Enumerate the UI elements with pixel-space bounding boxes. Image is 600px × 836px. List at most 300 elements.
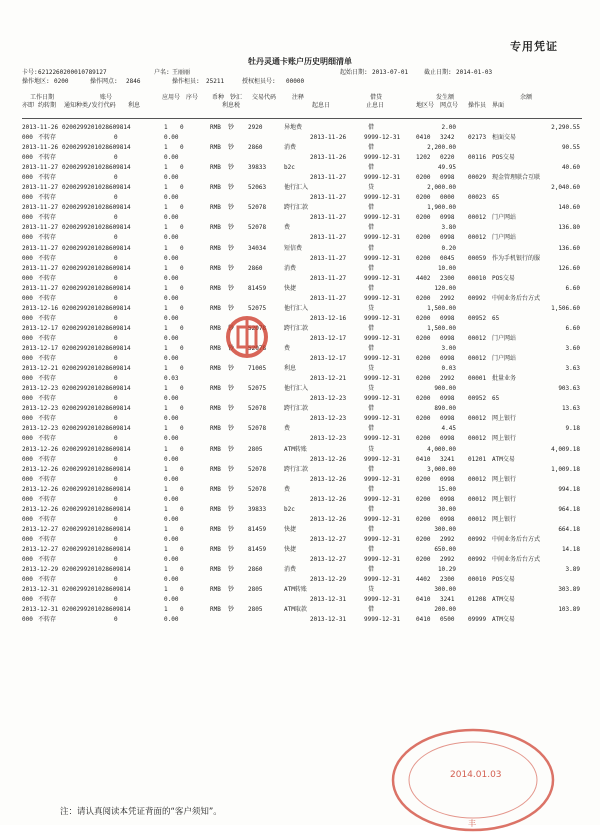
cell-l2c: 0: [114, 535, 118, 543]
cell-ch: 钞: [228, 606, 235, 614]
cell-app: 1: [164, 465, 168, 473]
cell-l2a: 000: [22, 596, 33, 604]
cell-seq: 0: [180, 606, 184, 614]
cell-app: 1: [164, 586, 168, 594]
cell-amount: 4,000.00: [427, 445, 456, 453]
cell-l2b: 不转存: [38, 475, 57, 483]
cell-ch: 钞: [228, 345, 235, 353]
cell-cur: RMB: [210, 224, 221, 232]
cell-ch: 钞: [228, 284, 235, 292]
cell-balance: 2,290.55: [551, 124, 580, 131]
cell-balance: 3.60: [565, 345, 580, 353]
cell-op: 00012: [468, 435, 487, 443]
cell-l2a: 000: [22, 254, 33, 262]
cell-dc: 借: [368, 144, 375, 152]
table-row: [22, 123, 582, 143]
cell-l2c: 0: [114, 294, 118, 302]
table-row: [22, 364, 582, 384]
cell-cur: RMB: [210, 324, 221, 332]
cell-cur: RMB: [210, 485, 221, 493]
row-line-2: [22, 133, 582, 143]
cell-seq: 0: [180, 545, 184, 553]
cell-d2: 9999-12-31: [364, 596, 401, 604]
end-date: 2014-01-03: [456, 69, 493, 76]
cell-cur: RMB: [210, 284, 221, 292]
cell-date: 2013-12-23: [22, 405, 59, 413]
col-seq-no: 序号: [186, 94, 199, 101]
cell-code: 2805: [248, 606, 263, 614]
cell-l2b: 不转存: [38, 375, 57, 383]
cell-d1: 2013-12-31: [310, 596, 347, 604]
cell-note: 他行汇入: [284, 184, 309, 192]
cell-branch: 2992: [440, 375, 455, 383]
cell-area: 0200: [416, 174, 431, 182]
cell-date: 2013-11-27: [22, 244, 59, 252]
cell-iface: 中间业务后台方式: [492, 294, 541, 302]
cell-balance: 303.89: [558, 586, 580, 594]
row-line-1: [22, 505, 582, 515]
cell-op: 01201: [468, 455, 487, 463]
cell-interest: 0.00: [164, 334, 179, 342]
cell-note: ATM取款: [284, 606, 307, 614]
cell-l2a: 000: [22, 455, 33, 463]
row-line-1: [22, 545, 582, 555]
cell-ch: 钞: [228, 465, 235, 473]
row-line-2: [22, 193, 582, 203]
cell-dc: 借: [368, 204, 375, 212]
row-line-1: [22, 183, 582, 193]
cell-l2a: 000: [22, 214, 33, 222]
cell-ch: 钞: [228, 385, 235, 393]
cell-interest: 0.00: [164, 254, 179, 262]
cell-note: 费: [284, 345, 291, 353]
cell-op: 00012: [468, 334, 487, 342]
row-line-2: [22, 495, 582, 505]
cell-note: 快捷: [284, 284, 297, 292]
row-line-2: [22, 153, 582, 163]
cell-l2b: 不转存: [38, 535, 57, 543]
cell-l2c: 0: [114, 515, 118, 523]
cell-area: 0200: [416, 475, 431, 483]
cell-code: 52078: [248, 465, 267, 473]
cell-op: 00012: [468, 415, 487, 423]
cell-code: 2860: [248, 264, 263, 272]
cell-branch: 2300: [440, 576, 455, 584]
cell-seq: 0: [180, 144, 184, 152]
cell-branch: 0998: [440, 355, 455, 363]
cell-amount: 900.00: [434, 385, 456, 393]
cell-cur: RMB: [210, 345, 221, 353]
cell-l2a: 000: [22, 515, 33, 523]
cell-date: 2013-12-26: [22, 465, 59, 473]
cell-op: 00029: [468, 174, 487, 182]
cell-branch: 0220: [440, 154, 455, 162]
col-area-no: 地区号: [416, 102, 435, 109]
cell-iface: POS交易: [492, 154, 515, 162]
cell-note: 他行汇入: [284, 385, 309, 393]
cell-date: 2013-12-17: [22, 324, 59, 332]
cell-l2b: 不转存: [38, 174, 57, 182]
col-currency: 币种: [212, 94, 225, 101]
cell-note: 跨行汇款: [284, 324, 309, 332]
cell-d2: 9999-12-31: [364, 475, 401, 483]
cell-balance: 964.18: [558, 505, 580, 513]
row-line-1: [22, 284, 582, 294]
cell-app: 1: [164, 405, 168, 413]
cell-date: 2013-11-26: [22, 124, 59, 131]
cell-code: 81459: [248, 525, 267, 533]
table-row: [22, 143, 582, 163]
cell-ch: 钞: [228, 586, 235, 594]
cell-area: 0200: [416, 555, 431, 563]
cell-note: 费: [284, 224, 291, 232]
cell-date: 2013-12-27: [22, 545, 59, 553]
cell-d2: 9999-12-31: [364, 495, 401, 503]
cell-cur: RMB: [210, 606, 221, 614]
cell-d2: 9999-12-31: [364, 415, 401, 423]
cell-note: ATM转账: [284, 445, 307, 453]
cell-balance: 1,009.18: [551, 465, 580, 473]
cell-d1: 2013-11-27: [310, 254, 347, 262]
row-line-2: [22, 173, 582, 183]
cell-seq: 0: [180, 224, 184, 232]
bank-seal-stamp: [388, 722, 558, 836]
cell-l2c: 0: [114, 254, 118, 262]
cell-date: 2013-11-27: [22, 204, 59, 212]
cell-cur: RMB: [210, 545, 221, 553]
cell-code: 52075: [248, 385, 267, 393]
table-row: [22, 605, 582, 625]
cell-area: 0200: [416, 495, 431, 503]
cell-d2: 9999-12-31: [364, 154, 401, 162]
cell-balance: 136.80: [558, 224, 580, 232]
table-row: [22, 565, 582, 585]
cell-branch: 0998: [440, 214, 455, 222]
cell-interest: 0.03: [164, 375, 179, 383]
cell-ch: 钞: [228, 525, 235, 533]
cell-acct: 0200299201028609814: [62, 144, 131, 152]
cell-d2: 9999-12-31: [364, 194, 401, 202]
page-title: 牡丹灵通卡账户历史明细清单: [248, 57, 352, 66]
cell-code: 2805: [248, 586, 263, 594]
cell-l2c: 0: [114, 314, 118, 322]
cell-acct: 0200299201028609814: [62, 425, 131, 433]
cell-d1: 2013-12-31: [310, 616, 347, 624]
cell-l2a: 000: [22, 174, 33, 182]
col-amount: 发生额: [436, 94, 455, 101]
cell-balance: 14.18: [561, 545, 580, 553]
cell-d2: 9999-12-31: [364, 576, 401, 584]
row-line-2: [22, 535, 582, 545]
cell-l2a: 000: [22, 375, 33, 383]
cell-op: 00012: [468, 515, 487, 523]
cell-d1: 2013-11-27: [310, 174, 347, 182]
cell-dc: 借: [368, 345, 375, 353]
cell-l2b: 不转存: [38, 154, 57, 162]
cell-d2: 9999-12-31: [364, 334, 401, 342]
cell-acct: 0200299201028609814: [62, 485, 131, 493]
cell-acct: 0200299201028609814: [62, 385, 131, 393]
cell-cur: RMB: [210, 204, 221, 212]
row-line-2: [22, 394, 582, 404]
cell-date: 2013-11-27: [22, 224, 59, 232]
cell-app: 1: [164, 425, 168, 433]
cell-area: 0200: [416, 375, 431, 383]
col-cash-flag: 钞汇: [230, 94, 243, 101]
cell-amount: 10.00: [437, 264, 456, 272]
cell-balance: 664.18: [558, 525, 580, 533]
row-line-1: [22, 244, 582, 254]
row-line-1: [22, 223, 582, 233]
cell-amount: 300.00: [434, 586, 456, 594]
cell-date: 2013-12-31: [22, 606, 59, 614]
cell-iface: POS交易: [492, 576, 515, 584]
cell-cur: RMB: [210, 445, 221, 453]
cell-area: 0410: [416, 455, 431, 463]
cell-iface: 65: [492, 194, 500, 202]
region-value: 0200: [54, 78, 69, 85]
row-line-1: [22, 264, 582, 274]
row-line-2: [22, 475, 582, 485]
cell-acct: 0200299201028609814: [62, 525, 131, 533]
cell-app: 1: [164, 345, 168, 353]
cell-l2c: 0: [114, 596, 118, 604]
cell-area: 0200: [416, 214, 431, 222]
cell-l2c: 0: [114, 274, 118, 282]
cell-iface: 中间业务后台方式: [492, 555, 541, 563]
col-txn-code: 交易代码: [252, 94, 277, 101]
cell-code: 52078: [248, 324, 267, 332]
cell-seq: 0: [180, 405, 184, 413]
row-line-2: [22, 515, 582, 525]
cell-iface: 作为手机银行的服: [492, 254, 541, 262]
cell-code: 2920: [248, 124, 263, 131]
cell-l2b: 不转存: [38, 596, 57, 604]
cell-l2a: 000: [22, 334, 33, 342]
cell-acct: 0200299201028609814: [62, 244, 131, 252]
cell-interest: 0.00: [164, 395, 179, 403]
auth-teller-label: 授权柜员号:: [242, 78, 276, 85]
cell-d2: 9999-12-31: [364, 254, 401, 262]
cell-acct: 0200299201028609814: [62, 164, 131, 172]
row-line-1: [22, 364, 582, 374]
cell-l2a: 000: [22, 294, 33, 302]
cell-balance: 994.18: [558, 485, 580, 493]
table-row: [22, 485, 582, 505]
cell-l2a: 000: [22, 314, 33, 322]
cell-note: 他行汇入: [284, 304, 309, 312]
cell-amount: 3.00: [441, 345, 456, 353]
cell-cur: RMB: [210, 304, 221, 312]
cell-acct: 0200299201028609814: [62, 606, 131, 614]
cell-dc: 借: [368, 224, 375, 232]
cell-op: 00010: [468, 576, 487, 584]
cell-iface: 中间业务后台方式: [492, 535, 541, 543]
cell-date: 2013-12-27: [22, 525, 59, 533]
cell-interest: 0.00: [164, 415, 179, 423]
cell-dc: 借: [368, 164, 375, 172]
cell-l2c: 0: [114, 134, 118, 141]
cell-dc: 借: [368, 465, 375, 473]
cell-ch: 钞: [228, 204, 235, 212]
row-line-1: [22, 304, 582, 314]
cell-l2b: 不转存: [38, 435, 57, 443]
cell-code: 52078: [248, 345, 267, 353]
cell-note: b2c: [284, 164, 295, 172]
cell-ch: 钞: [228, 304, 235, 312]
cell-l2a: 000: [22, 274, 33, 282]
cell-l2a: 000: [22, 154, 33, 162]
cell-l2a: 000: [22, 616, 33, 624]
cell-l2a: 000: [22, 535, 33, 543]
cell-op: 01208: [468, 596, 487, 604]
cell-interest: 0.00: [164, 616, 179, 624]
row-line-2: [22, 314, 582, 324]
cell-acct: 0200299201028609814: [62, 566, 131, 574]
table-row: [22, 264, 582, 284]
cell-code: 71005: [248, 365, 267, 373]
cell-l2c: 0: [114, 616, 118, 624]
table-row: [22, 525, 582, 545]
cell-amount: 0.20: [441, 244, 456, 252]
cell-area: 0200: [416, 194, 431, 202]
cell-area: 0200: [416, 415, 431, 423]
col-interest-tax: 利息税: [222, 102, 241, 109]
cell-ch: 钞: [228, 124, 235, 131]
cell-op: 00992: [468, 555, 487, 563]
table-row: [22, 163, 582, 183]
cell-seq: 0: [180, 445, 184, 453]
cell-op: 02173: [468, 134, 487, 141]
cell-amount: 30.00: [437, 505, 456, 513]
cell-cur: RMB: [210, 144, 221, 152]
cell-d1: 2013-12-23: [310, 435, 347, 443]
cell-date: 2013-12-26: [22, 505, 59, 513]
cell-cur: RMB: [210, 244, 221, 252]
cell-branch: 2992: [440, 555, 455, 563]
cell-branch: 0998: [440, 495, 455, 503]
cell-op: 00012: [468, 214, 487, 222]
cell-iface: 网上银行: [492, 475, 517, 483]
cell-code: 52078: [248, 425, 267, 433]
row-line-1: [22, 565, 582, 575]
cell-branch: 0998: [440, 334, 455, 342]
cell-iface: ATM交易: [492, 596, 515, 604]
cell-amount: 2.00: [441, 124, 456, 131]
cell-iface: 网上银行: [492, 515, 517, 523]
cell-amount: 120.00: [434, 284, 456, 292]
cell-amount: 10.29: [437, 566, 456, 574]
col-extra: 亦即: [22, 102, 35, 109]
cell-op: 00012: [468, 355, 487, 363]
cell-l2c: 0: [114, 395, 118, 403]
cell-ch: 钞: [228, 244, 235, 252]
cell-dc: 借: [368, 566, 375, 574]
cell-branch: 0500: [440, 616, 455, 624]
cell-balance: 13.63: [561, 405, 580, 413]
cell-d2: 9999-12-31: [364, 234, 401, 242]
cell-area: 0200: [416, 515, 431, 523]
cell-branch: 3242: [440, 134, 455, 141]
cell-cur: RMB: [210, 566, 221, 574]
cell-l2a: 000: [22, 576, 33, 584]
cell-d2: 9999-12-31: [364, 214, 401, 222]
cell-area: 0410: [416, 616, 431, 624]
cell-date: 2013-12-16: [22, 304, 59, 312]
cell-balance: 1,506.60: [551, 304, 580, 312]
row-line-1: [22, 424, 582, 434]
cell-d2: 9999-12-31: [364, 395, 401, 403]
cell-l2a: 000: [22, 234, 33, 242]
cell-seq: 0: [180, 505, 184, 513]
cell-date: 2013-12-23: [22, 385, 59, 393]
cell-area: 0200: [416, 535, 431, 543]
cell-l2c: 0: [114, 576, 118, 584]
cell-l2c: 0: [114, 334, 118, 342]
cell-seq: 0: [180, 324, 184, 332]
cell-l2b: 不转存: [38, 355, 57, 363]
cell-note: 短信费: [284, 244, 303, 252]
document-type-label: 专用凭证: [510, 40, 558, 53]
row-line-1: [22, 485, 582, 495]
cell-interest: 0.00: [164, 214, 179, 222]
cell-code: 52078: [248, 224, 267, 232]
cell-date: 2013-11-27: [22, 284, 59, 292]
cell-note: 费: [284, 485, 291, 493]
cell-balance: 136.60: [558, 244, 580, 252]
cell-date: 2013-12-23: [22, 425, 59, 433]
row-line-2: [22, 354, 582, 364]
footer-note: 注：请认真阅读本凭证背面的“客户须知”。: [60, 807, 222, 817]
cell-balance: 140.60: [558, 204, 580, 212]
cell-dc: 借: [368, 485, 375, 493]
seal-character: 丰: [468, 819, 476, 828]
cell-d1: 2013-12-27: [310, 535, 347, 543]
col-app-no: 应用号: [162, 94, 181, 101]
cell-cur: RMB: [210, 184, 221, 192]
cell-l2c: 0: [114, 455, 118, 463]
cell-d2: 9999-12-31: [364, 134, 401, 141]
cell-seq: 0: [180, 345, 184, 353]
cell-code: 52078: [248, 204, 267, 212]
cell-iface: 网上银行: [492, 435, 517, 443]
cell-l2b: 不转存: [38, 576, 57, 584]
cell-l2a: 000: [22, 435, 33, 443]
cell-acct: 0200299201028609814: [62, 365, 131, 373]
cell-iface: POS交易: [492, 274, 515, 282]
cell-d1: 2013-12-16: [310, 314, 347, 322]
cell-balance: 903.63: [558, 385, 580, 393]
cell-l2a: 000: [22, 415, 33, 423]
cell-balance: 4,009.18: [551, 445, 580, 453]
cell-interest: 0.00: [164, 455, 179, 463]
cell-branch: 0998: [440, 314, 455, 322]
cell-ch: 钞: [228, 485, 235, 493]
cell-seq: 0: [180, 566, 184, 574]
cell-ch: 钞: [228, 324, 235, 332]
cell-app: 1: [164, 284, 168, 292]
cell-l2b: 不转存: [38, 274, 57, 282]
cell-l2a: 000: [22, 355, 33, 363]
cell-amount: 2,000.00: [427, 184, 456, 192]
cell-amount: 15.00: [437, 485, 456, 493]
cell-dc: 借: [368, 264, 375, 272]
table-row: [22, 585, 582, 605]
cell-code: 2805: [248, 445, 263, 453]
cell-op: 00012: [468, 475, 487, 483]
col-balance: 余额: [520, 94, 533, 101]
cell-amount: 3,000.00: [427, 465, 456, 473]
